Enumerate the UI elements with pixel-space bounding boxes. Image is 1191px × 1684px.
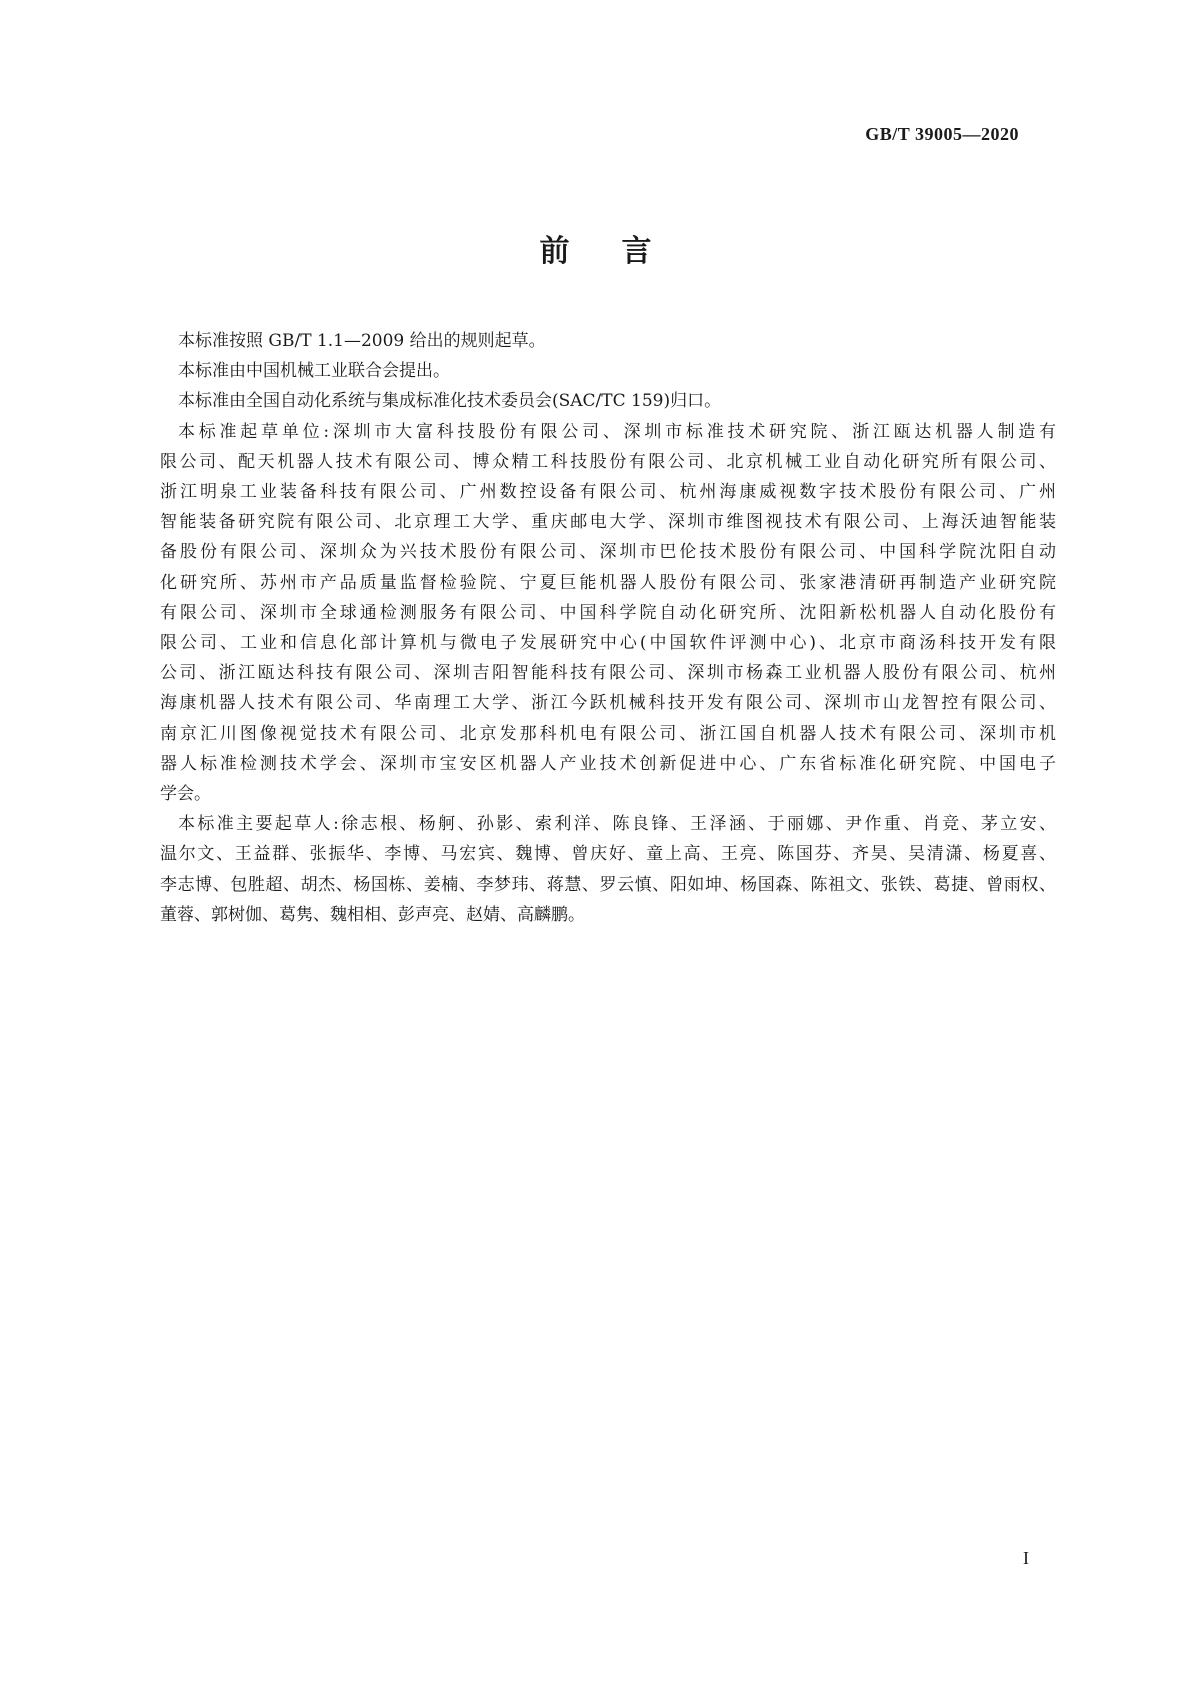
- text-line: 限公司、配天机器人技术有限公司、博众精工科技股份有限公司、北京机械工业自动化研究所有限公司、: [160, 451, 1056, 472]
- text-line: 本标准起草单位:深圳市大富科技股份有限公司、深圳市标准技术研究院、浙江瓯达机器人制造有: [178, 421, 1056, 442]
- text-line: 公司、浙江瓯达科技有限公司、深圳吉阳智能科技有限公司、深圳市杨森工业机器人股份有限公司、杭州: [160, 663, 1056, 684]
- paragraph-drafting-rules: 本标准按照 GB/T 1.1—2009 给出的规则起草。: [178, 331, 546, 351]
- text-line: 备股份有限公司、深圳众为兴技术股份有限公司、深圳市巴伦技术股份有限公司、中国科学院沈阳自动: [160, 542, 1056, 563]
- text-line: 董蓉、郭树伽、葛隽、魏相相、彭声亮、赵婧、高麟鹏。: [160, 904, 585, 925]
- text-line: 器人标准检测技术学会、深圳市宝安区机器人产业技术创新促进中心、广东省标准化研究院、中国电子: [160, 753, 1056, 774]
- text-line: 智能装备研究院有限公司、北京理工大学、重庆邮电大学、深圳市维图视技术有限公司、上海沃迪智能装: [160, 512, 1056, 533]
- paragraph-drafters: [160, 809, 1056, 930]
- text-line: 南京汇川图像视觉技术有限公司、北京发那科机电有限公司、浙江国自机器人技术有限公司、深圳市机: [160, 723, 1056, 744]
- text-line: 学会。: [160, 784, 211, 805]
- standard-code: GB/T 39005—2020: [865, 124, 1019, 144]
- paragraph-technical-committee: 本标准由全国自动化系统与集成标准化技术委员会(SAC/TC 159)归口。: [178, 391, 722, 412]
- text-line: 化研究所、苏州市产品质量监督检验院、宁夏巨能机器人股份有限公司、张家港清研再制造产业研究院: [160, 572, 1056, 593]
- text-line: 限公司、工业和信息化部计算机与微电子发展研究中心(中国软件评测中心)、北京市商汤科技开发有限: [160, 633, 1056, 654]
- text-line: 有限公司、深圳市全球通检测服务有限公司、中国科学院自动化研究所、沈阳新松机器人自动化股份有: [160, 602, 1056, 623]
- text-line: 海康机器人技术有限公司、华南理工大学、浙江今跃机械科技开发有限公司、深圳市山龙智控有限公司、: [160, 693, 1056, 714]
- text-line: 李志博、包胜超、胡杰、杨国栋、姜楠、李梦玮、蒋慧、罗云慎、阳如坤、杨国森、陈祖文、张铁、葛捷、曾雨权、: [160, 874, 1056, 895]
- text-line: 温尔文、王益群、张振华、李博、马宏宾、魏博、曾庆好、童上高、王亮、陈国芬、齐昊、吴清潇、杨夏喜、: [160, 844, 1056, 865]
- text-line: 浙江明泉工业装备科技有限公司、广州数控设备有限公司、杭州海康威视数字技术股份有限公司、广州: [160, 482, 1056, 503]
- document-body: [160, 326, 1056, 930]
- page-number: I: [1023, 1548, 1029, 1568]
- text-line: 本标准主要起草人:徐志根、杨舸、孙影、索利洋、陈良锋、王泽涵、于丽娜、尹作重、肖竞、茅立安、: [178, 814, 1056, 835]
- paragraph-drafting-units: [160, 417, 1056, 810]
- paragraph-proposer: 本标准由中国机械工业联合会提出。: [178, 361, 450, 382]
- page-title: 前言: [539, 234, 704, 269]
